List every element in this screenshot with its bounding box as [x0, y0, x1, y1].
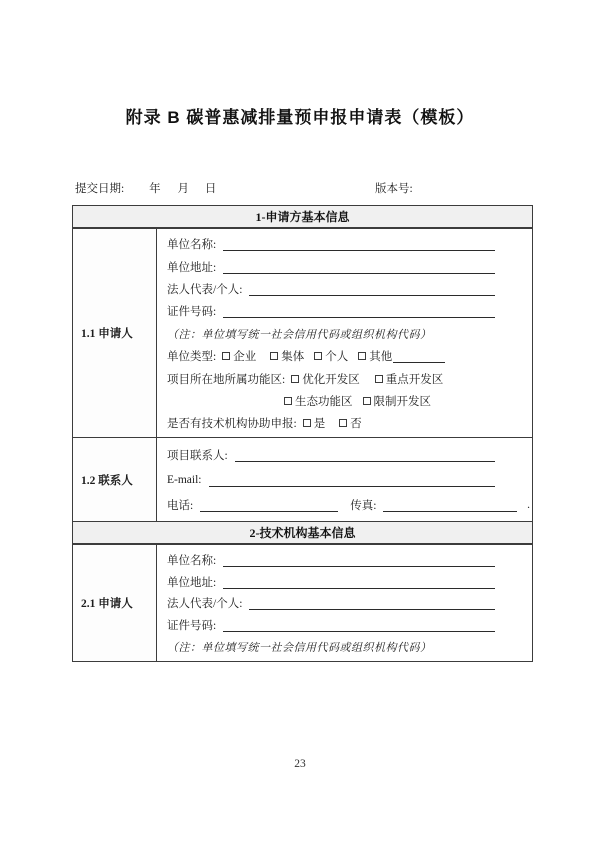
legal-rep-label: 法人代表/个人: — [167, 283, 243, 296]
checkbox-zone-ecological[interactable]: 生态功能区 — [284, 393, 353, 409]
checkbox-square-icon — [222, 352, 230, 360]
tech-legal-rep-line — [167, 593, 532, 615]
page-number: 23 — [294, 758, 306, 770]
date-day-label: 日 — [204, 183, 217, 195]
unit-name-line — [167, 233, 532, 255]
row-2-1-applicant — [73, 545, 532, 661]
tech-assist-label: 是否有技术机构协助申报: — [167, 418, 297, 431]
unit-address-line — [167, 255, 532, 277]
checkbox-unit-type-enterprise[interactable]: 企业 — [222, 348, 256, 364]
email-blank-field[interactable] — [209, 473, 496, 487]
tech-assist-line — [167, 412, 532, 434]
id-number-blank-field[interactable] — [223, 304, 495, 318]
date-month-label: 月 — [177, 183, 189, 195]
row-1-1-label: 1.1 申请人 — [73, 229, 157, 437]
legal-rep-blank-field[interactable] — [249, 282, 495, 296]
row-1-2-label: 1.2 联系人 — [73, 438, 157, 521]
version-label: 版本号: — [375, 183, 413, 195]
application-form-table — [72, 205, 533, 662]
fax-label: 传真: — [350, 500, 377, 513]
unit-address-blank-field[interactable] — [223, 260, 495, 274]
tech-unit-address-blank-field[interactable] — [223, 575, 495, 589]
checkbox-square-icon — [339, 419, 347, 427]
email-line — [167, 467, 532, 492]
checkbox-zone-key[interactable]: 重点开发区 — [375, 371, 444, 387]
tech-unit-address-label: 单位地址: — [167, 576, 217, 589]
checkbox-tech-assist-no[interactable]: 否 — [339, 415, 362, 431]
tech-unit-name-blank-field[interactable] — [223, 553, 495, 567]
tech-id-number-label: 证件号码: — [167, 620, 217, 633]
page-title: 附录 B 碳普惠减排量预申报申请表（模板） — [125, 108, 475, 127]
meta-row — [75, 180, 534, 196]
id-number-label: 证件号码: — [167, 306, 217, 319]
checkbox-unit-type-other[interactable]: 其他 — [358, 348, 392, 364]
unit-name-label: 单位名称: — [167, 239, 217, 252]
unit-type-label: 单位类型: — [167, 351, 217, 364]
row-1-1-applicant — [73, 229, 532, 438]
section-2-header: 2-技术机构基本信息 — [73, 521, 532, 545]
stray-period: . — [527, 499, 530, 512]
checkbox-unit-type-individual[interactable]: 个人 — [314, 348, 348, 364]
submit-date-label: 提交日期: — [75, 183, 125, 195]
phone-label: 电话: — [167, 500, 194, 513]
checkbox-square-icon — [375, 375, 383, 383]
unit-type-line — [167, 345, 532, 367]
checkbox-square-icon — [358, 352, 366, 360]
id-number-line — [167, 300, 532, 322]
checkbox-square-icon — [314, 352, 322, 360]
legal-rep-line — [167, 278, 532, 300]
project-contact-label: 项目联系人: — [167, 449, 228, 462]
tech-unit-name-line — [167, 549, 532, 571]
phone-fax-line — [167, 493, 532, 518]
checkbox-square-icon — [303, 419, 311, 427]
tech-legal-rep-blank-field[interactable] — [249, 596, 495, 610]
tech-unit-name-label: 单位名称: — [167, 554, 217, 567]
email-label: E-mail: — [167, 473, 202, 486]
tech-id-number-blank-field[interactable] — [223, 618, 495, 632]
project-contact-blank-field[interactable] — [235, 448, 495, 462]
date-year-label: 年 — [149, 183, 161, 195]
checkbox-unit-type-collective[interactable]: 集体 — [270, 348, 304, 364]
fax-blank-field[interactable] — [383, 498, 517, 512]
row-2-1-label: 2.1 申请人 — [73, 545, 157, 661]
credit-code-note: （注：单位填写统一社会信用代码或组织机构代码） — [167, 328, 432, 341]
section-1-header: 1-申请方基本信息 — [73, 206, 532, 229]
zone-line-1 — [167, 367, 532, 389]
zone-label: 项目所在地所属功能区: — [167, 373, 286, 386]
checkbox-square-icon — [291, 375, 299, 383]
unit-name-blank-field[interactable] — [223, 237, 495, 251]
zone-line-2 — [284, 390, 532, 412]
tech-credit-code-note: （注：单位填写统一社会信用代码或组织机构代码） — [167, 642, 432, 655]
checkbox-tech-assist-yes[interactable]: 是 — [303, 415, 326, 431]
tech-id-number-line — [167, 614, 532, 636]
phone-blank-field[interactable] — [200, 498, 338, 512]
tech-unit-address-line — [167, 571, 532, 593]
checkbox-zone-restricted[interactable]: 限制开发区 — [363, 393, 432, 409]
row-1-2-contact — [73, 438, 532, 521]
checkbox-square-icon — [270, 352, 278, 360]
submit-date-line — [75, 180, 216, 196]
checkbox-square-icon — [363, 397, 371, 405]
project-contact-line — [167, 442, 532, 467]
checkbox-square-icon — [284, 397, 292, 405]
checkbox-zone-optimized[interactable]: 优化开发区 — [291, 371, 360, 387]
unit-type-other-blank-field[interactable] — [393, 349, 445, 363]
tech-legal-rep-label: 法人代表/个人: — [167, 598, 243, 611]
unit-address-label: 单位地址: — [167, 261, 217, 274]
